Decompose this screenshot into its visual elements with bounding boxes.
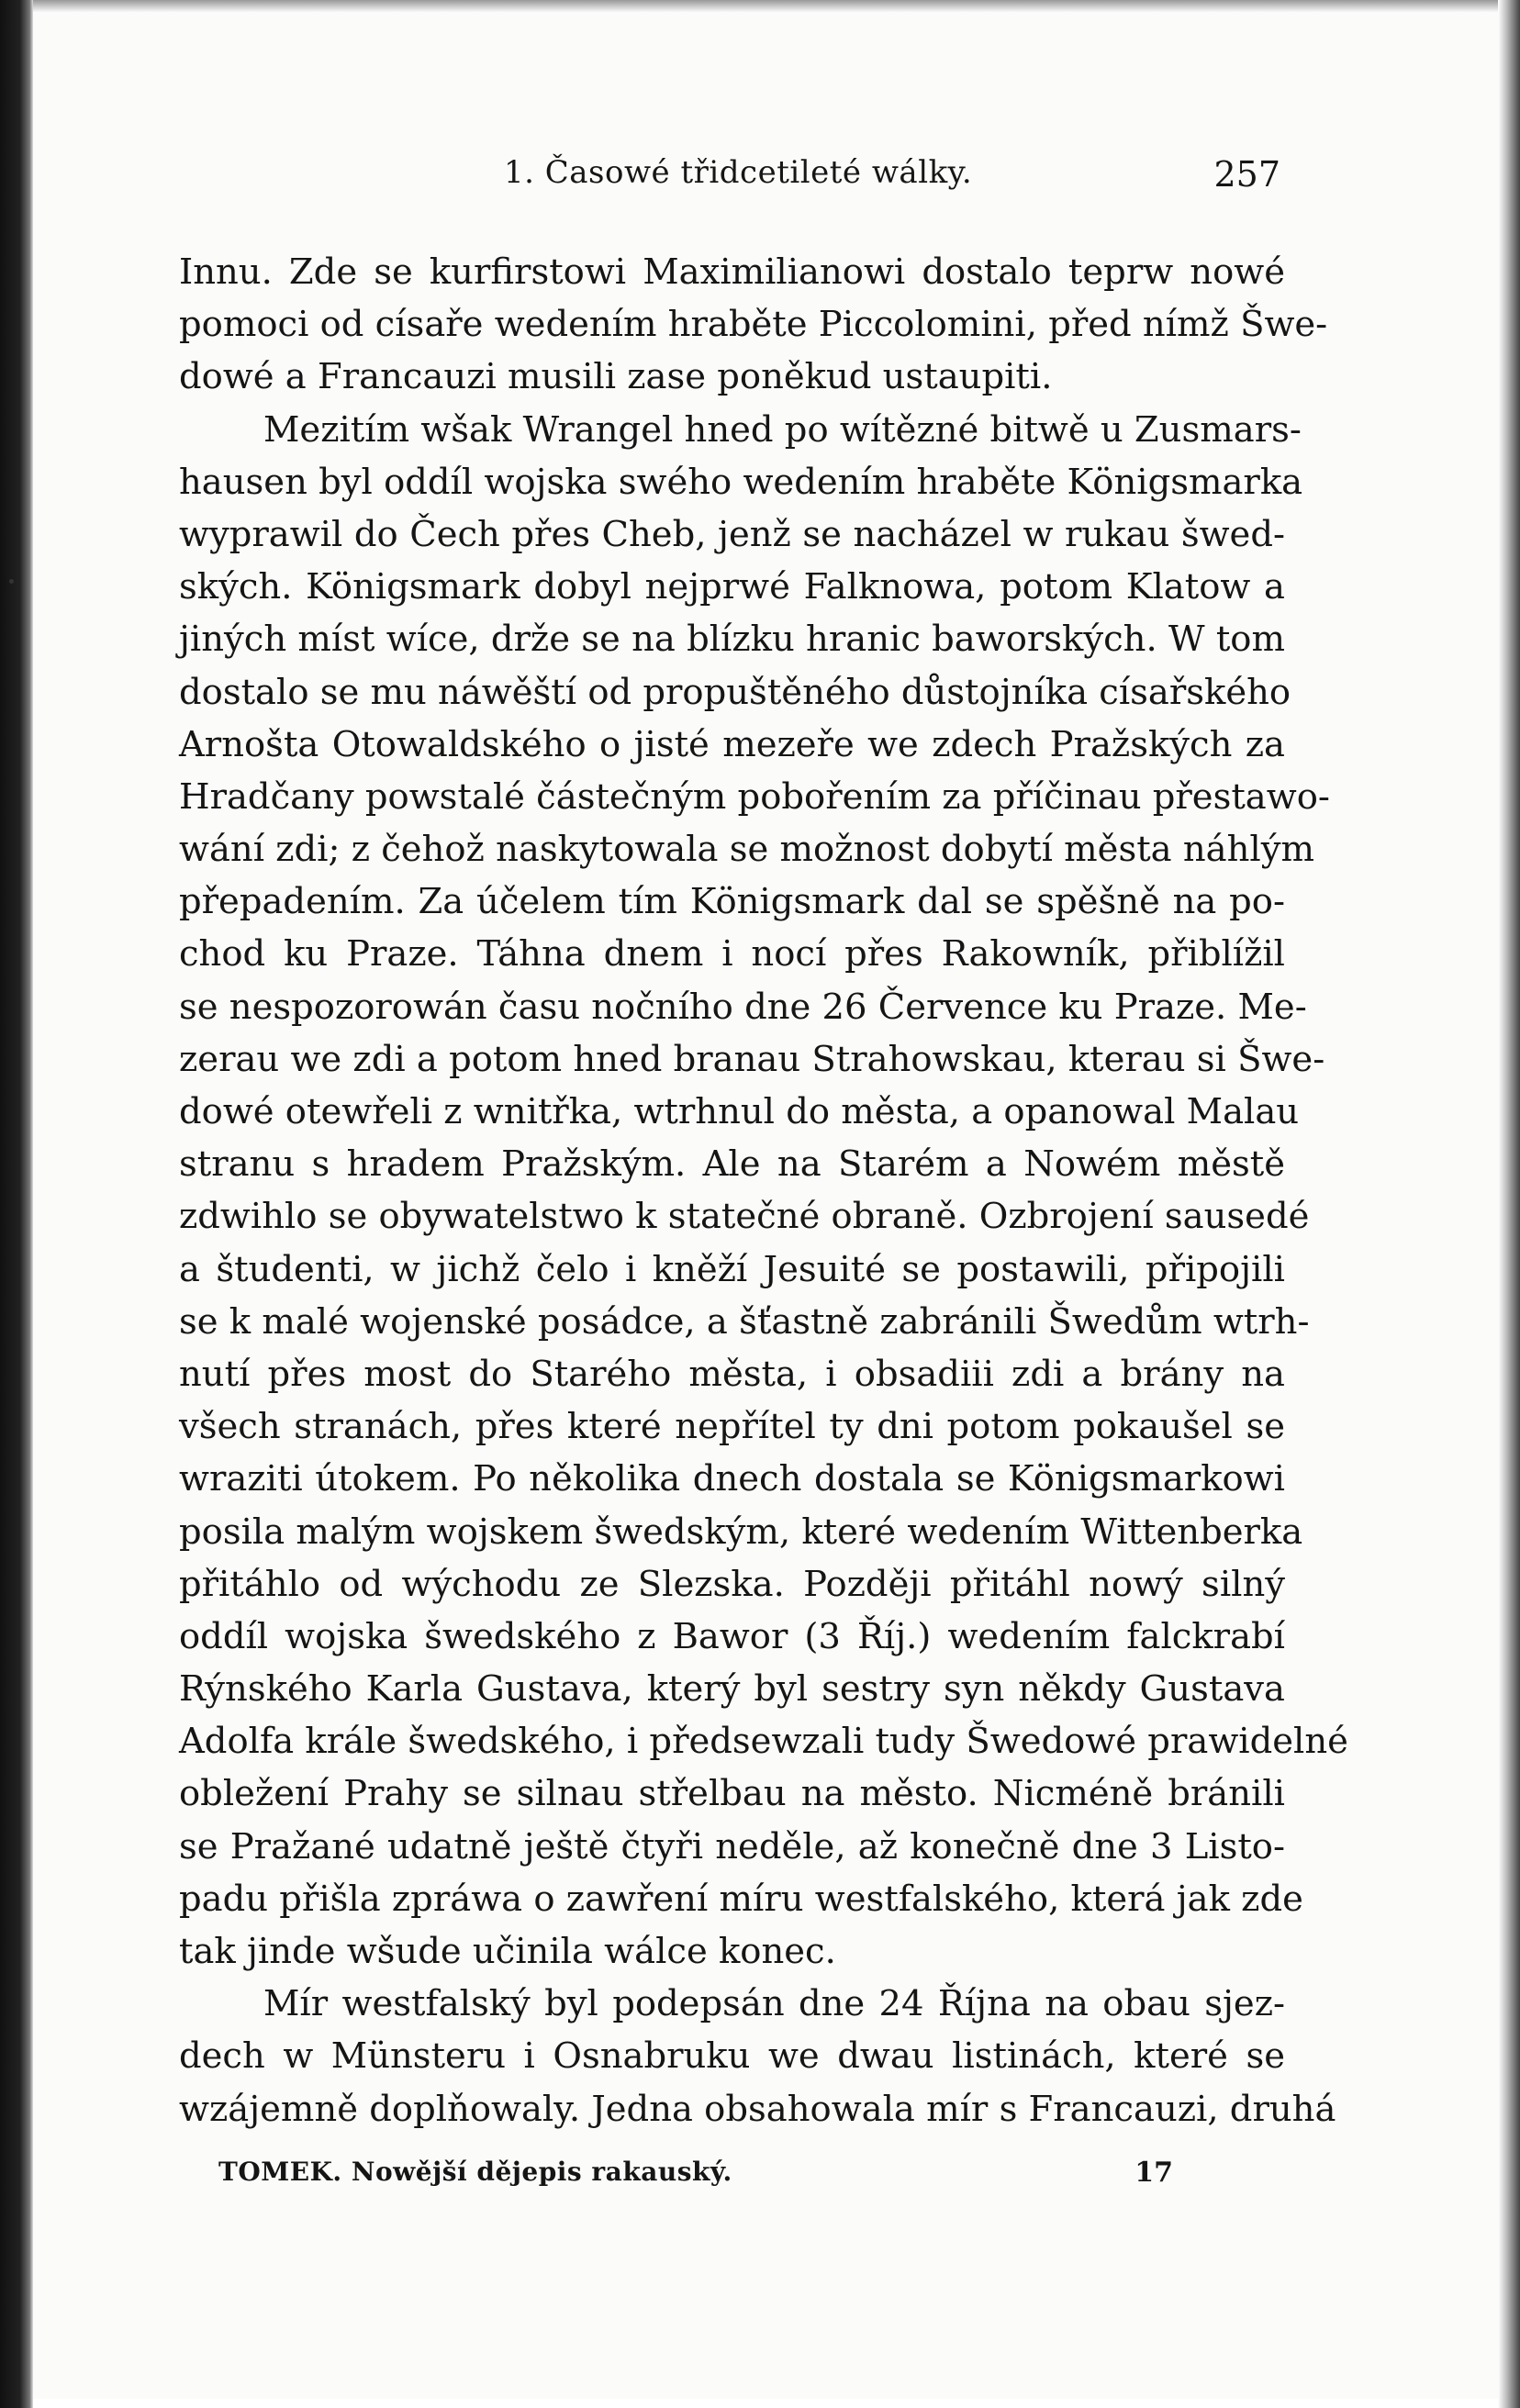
text-line: tak jinde wšude učinila wálce konec. bbox=[179, 1931, 836, 1972]
text-line: Hradčany powstalé částečným pobořením za příčinau přestawo- bbox=[179, 775, 1330, 818]
text-line: se nespozorowán času nočního dne 26 Července ku Praze. Me- bbox=[179, 986, 1307, 1028]
scan-border-right bbox=[1498, 0, 1520, 2408]
text-line: dowé a Francauzi musili zase poněkud ustaupiti. bbox=[179, 356, 1053, 398]
text-line: dostalo se mu náwěští od propuštěného důstojníka císařského bbox=[179, 671, 1291, 713]
text-line: se k malé wojenské posádce, a šťastně zabránili Šwedům wtrh- bbox=[179, 1300, 1310, 1343]
text-line: posila malým wojskem šwedským, které wedením Wittenberka bbox=[179, 1511, 1303, 1553]
text-line: Mezitím wšak Wrangel hned po wítězné bitwě u Zusmars- bbox=[263, 408, 1302, 451]
text-line: dech w Münsteru i Osnabruku we dwau listinách, které se bbox=[179, 2035, 1285, 2078]
text-line: Arnošta Otowaldského o jisté mezeře we zdech Pražských za bbox=[179, 723, 1285, 765]
text-line: ských. Königsmark dobyl nejprwé Falknowa, potom Klatow a bbox=[179, 566, 1285, 608]
text-line: wzájemně doplňowaly. Jedna obsahowala mír s Francauzi, druhá bbox=[179, 2088, 1336, 2130]
text-line: hausen byl oddíl wojska swého wedením hraběte Königsmarka bbox=[179, 461, 1303, 503]
text-line: pomoci od císaře wedením hraběte Piccolomini, před nímž Šwe- bbox=[179, 304, 1328, 346]
scan-border-left bbox=[0, 0, 33, 2408]
text-line: padu přišla zpráwa o zawření míru westfalského, která jak zde bbox=[179, 1878, 1303, 1920]
running-header bbox=[179, 154, 1280, 202]
page-footer bbox=[218, 2157, 1173, 2197]
scan-border-top bbox=[33, 0, 1502, 13]
text-line: wyprawil do Čech přes Cheb, jenž se nacházel w rukau šwed- bbox=[179, 513, 1285, 555]
text-line: chod ku Praze. Táhna dnem i nocí přes Rakowník, přiblížil bbox=[179, 933, 1285, 975]
text-line: zerau we zdi a potom hned branau Strahowskau, kterau si Šwe- bbox=[179, 1038, 1325, 1080]
running-title: 1. Časowé třidcetileté wálky. bbox=[504, 154, 973, 191]
text-line: zdwihlo se obywatelstwo k statečné obraně. Ozbrojení sausedé bbox=[179, 1196, 1310, 1238]
body-text bbox=[179, 246, 1348, 2135]
text-line: Rýnského Karla Gustava, který byl sestry syn někdy Gustava bbox=[179, 1668, 1285, 1711]
text-line: Mír westfalský byl podepsán dne 24 Října na obau sjez- bbox=[263, 1983, 1285, 2025]
page-number: 257 bbox=[1213, 154, 1280, 195]
text-line: přepadením. Za účelem tím Königsmark dal se spěšně na po- bbox=[179, 881, 1285, 923]
scan-speck bbox=[9, 579, 14, 584]
text-line: se Pražané udatně ještě čtyři neděle, až konečně dne 3 Listo- bbox=[179, 1825, 1285, 1867]
text-line: dowé otewřeli z wnitřka, wtrhnul do města, a opanowal Malau bbox=[179, 1091, 1300, 1132]
text-line: všech stranách, přes které nepřítel ty dni potom pokaušel se bbox=[179, 1406, 1285, 1448]
text-line: nutí přes most do Starého města, i obsadiii zdi a brány na bbox=[179, 1353, 1285, 1395]
text-line: přitáhlo od wýchodu ze Slezska. Později přitáhl nowý silný bbox=[179, 1563, 1285, 1605]
text-line: Adolfa krále šwedského, i předsewzali tudy Šwedowé prawidelné bbox=[179, 1721, 1348, 1763]
text-line: wání zdi; z čehož naskytowala se možnost dobytí města náhlým bbox=[179, 829, 1314, 871]
text-line: Innu. Zde se kurfirstowi Maximilianowi dostalo teprw nowé bbox=[179, 251, 1285, 293]
footer-book-title: TOMEK. Nowější dějepis rakauský. bbox=[218, 2157, 732, 2187]
text-line: oddíl wojska šwedského z Bawor (3 Říj.) wedením falckrabí bbox=[179, 1615, 1285, 1657]
text-line: a študenti, w jichž čelo i kněží Jesuité se postawili, připojili bbox=[179, 1248, 1285, 1290]
text-line: wraziti útokem. Po několika dnech dostala se Königsmarkowi bbox=[179, 1458, 1285, 1500]
text-line: obležení Prahy se silnau střelbau na město. Nicméně bránili bbox=[179, 1773, 1285, 1815]
text-line: jiných míst wíce, drže se na blízku hranic baworských. W tom bbox=[179, 619, 1285, 661]
text-line: stranu s hradem Pražským. Ale na Starém a Nowém městě bbox=[179, 1143, 1285, 1186]
sheet-signature: 17 bbox=[1134, 2157, 1173, 2189]
